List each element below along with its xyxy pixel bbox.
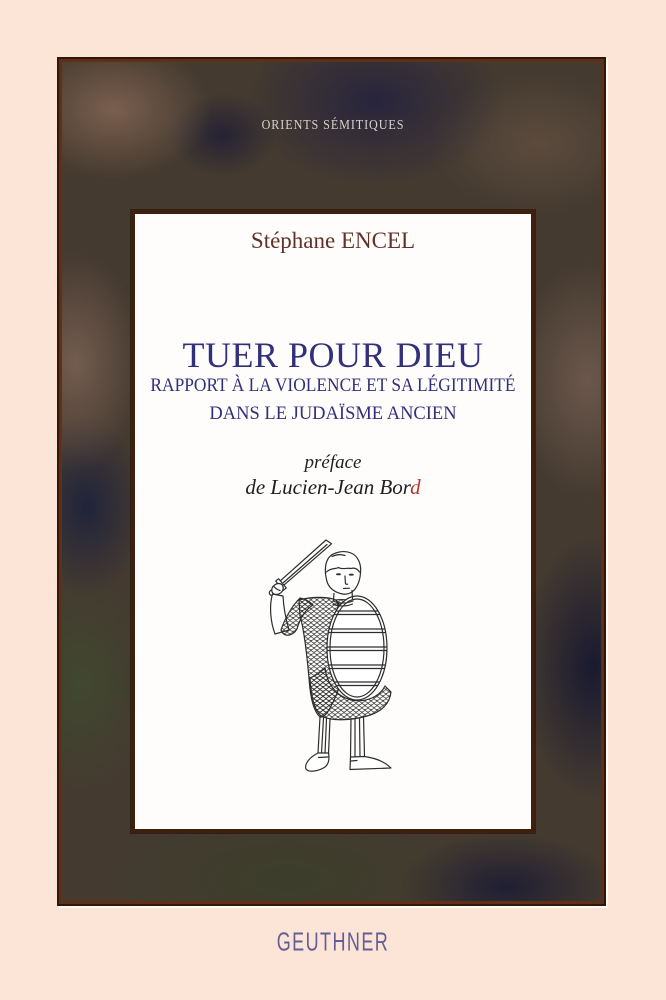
preface-author (135, 475, 531, 500)
subtitle-line-1: RAPPORT À LA VIOLENCE ET SA LÉGITIMITÉ (150, 376, 516, 396)
book-title: TUER POUR DIEU (182, 335, 484, 375)
title-panel (131, 210, 535, 833)
publisher-logo: GEUTHNER (276, 927, 390, 957)
collection-title: ORIENTS SÉMITIQUES (261, 117, 405, 132)
swordsman-illustration (261, 534, 401, 782)
preface-label: préface (304, 452, 362, 473)
subtitle-line-2: DANS LE JUDAÏSME ANCIEN (209, 404, 457, 424)
preface-author-final-letter: d (410, 475, 421, 499)
preface-author-main: de Lucien-Jean Bor (245, 475, 411, 499)
author-name: Stéphane ENCEL (250, 228, 416, 253)
